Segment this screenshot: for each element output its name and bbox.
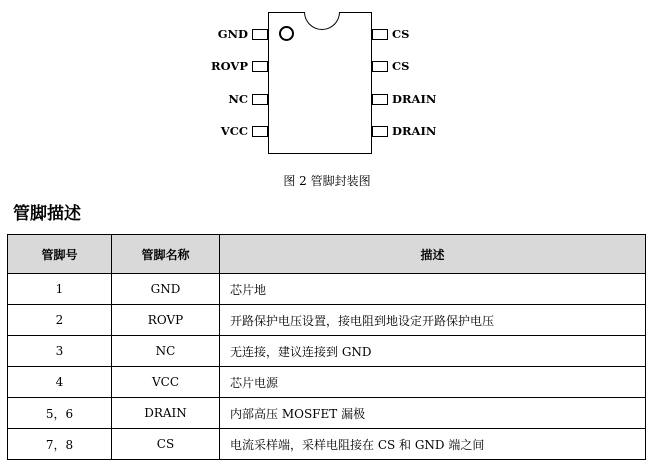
pin-label-cs-7: CS (392, 59, 410, 73)
header-pin-name: 管脚名称 (112, 235, 220, 274)
pin-number-cell: 1 (8, 274, 112, 305)
pin-label-rovp: ROVP (211, 59, 248, 73)
pin-description-cell: 芯片电源 (220, 367, 646, 398)
pin-right-8 (372, 29, 388, 40)
pin-left-3 (252, 94, 268, 105)
header-description: 描述 (220, 235, 646, 274)
pin-label-drain-6: DRAIN (392, 92, 437, 106)
table-row (8, 429, 646, 460)
pin-right-6 (372, 94, 388, 105)
figure-caption: 图 2 管脚封装图 (283, 174, 371, 188)
pin-name-cell: CS (112, 429, 220, 460)
pin-name-cell: NC (112, 336, 220, 367)
pin-number-cell: 4 (8, 367, 112, 398)
pin-label-drain-5: DRAIN (392, 124, 437, 138)
section-title: 管脚描述 (13, 204, 81, 224)
pin-left-4 (252, 126, 268, 137)
pin-number-cell: 3 (8, 336, 112, 367)
pin-left-2 (252, 61, 268, 72)
pin-label-cs-8: CS (392, 27, 410, 41)
pin-label-nc: NC (228, 92, 248, 106)
pin-name-cell: VCC (112, 367, 220, 398)
pin-name-cell: DRAIN (112, 398, 220, 429)
header-pin-number: 管脚号 (8, 235, 112, 274)
table-row (8, 305, 646, 336)
pin-description-cell: 内部高压 MOSFET 漏极 (220, 398, 646, 429)
pin-label-vcc: VCC (220, 124, 248, 138)
pin-right-5 (372, 126, 388, 137)
pin-description-cell: 电流采样端，采样电阻接在 CS 和 GND 端之间 (220, 429, 646, 460)
pin-name-cell: GND (112, 274, 220, 305)
pin-number-cell: 5，6 (8, 398, 112, 429)
pin-number-cell: 7，8 (8, 429, 112, 460)
table-header-row (8, 235, 646, 274)
pin-left-1 (252, 29, 268, 40)
table-row (8, 274, 646, 305)
pin-number-cell: 2 (8, 305, 112, 336)
table-row (8, 367, 646, 398)
pin-description-cell: 无连接，建议连接到 GND (220, 336, 646, 367)
pin-label-gnd: GND (217, 27, 248, 41)
table-row (8, 398, 646, 429)
pin1-marker (279, 26, 294, 41)
pin-description-cell: 芯片地 (220, 274, 646, 305)
pin-right-7 (372, 61, 388, 72)
pin-name-cell: ROVP (112, 305, 220, 336)
pin-description-table (7, 234, 646, 460)
pin-description-cell: 开路保护电压设置，接电阻到地设定开路保护电压 (220, 305, 646, 336)
table-row (8, 336, 646, 367)
